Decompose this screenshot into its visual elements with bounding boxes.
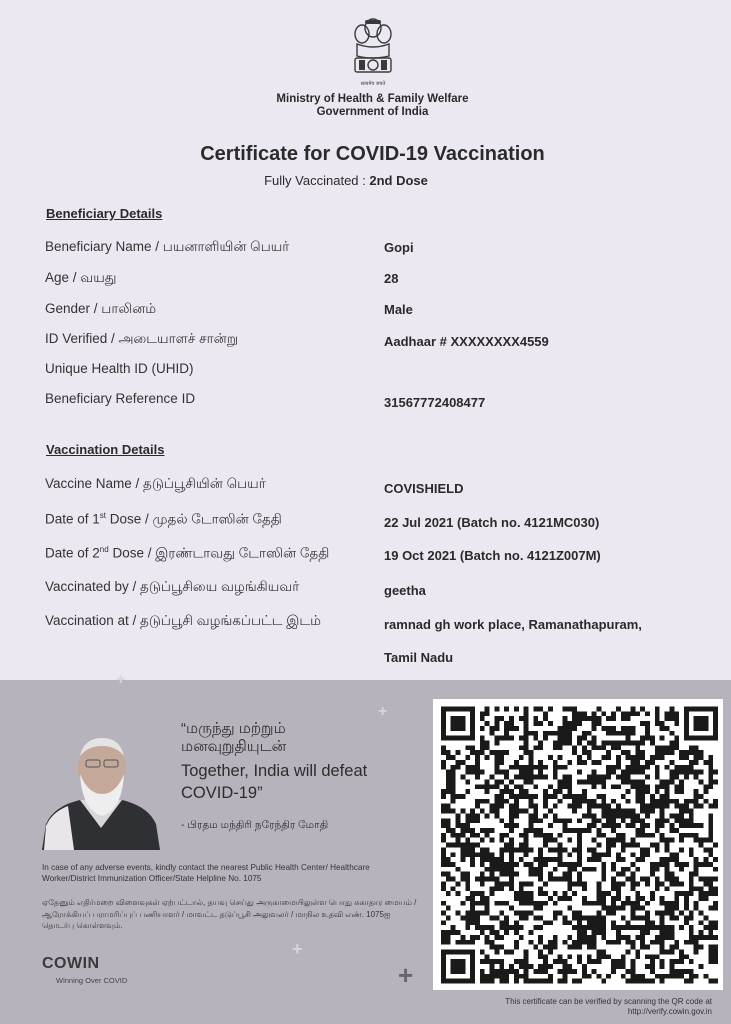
dose2-date-value: 19 Oct 2021 (Batch no. 4121Z007M): [384, 548, 601, 563]
vaccine-name-label: Vaccine Name / தடுப்பூசியின் பெயர்: [45, 476, 266, 491]
beneficiary-heading: Beneficiary Details: [46, 206, 163, 221]
status-value: 2nd Dose: [369, 173, 428, 188]
uhid-label: Unique Health ID (UHID): [45, 361, 194, 376]
cowin-tagline: Winning Over COVID: [56, 976, 128, 985]
dose1-date-value: 22 Jul 2021 (Batch no. 4121MC030): [384, 515, 600, 530]
helpline-tamil: ஏதேனும் எதிர்மறை விளைவுகள் ஏற்பட்டால், தயவு செய்து அருகாமையிலுள்ள பொது சுகாதார மையம் / ஆரோக்கியப் பராமரிப்புப் பணியாளர் / மாவட்ட தடுப்பூசி அலுவலர் / மாநில உதவி எண். 1075ஐ தொடர்பு கொள்ளவும்.: [42, 898, 417, 930]
portrait-image: [40, 728, 162, 850]
age-value: 28: [384, 271, 399, 286]
cowin-logo: COWIN: [42, 955, 100, 972]
id-verified-value: Aadhaar # XXXXXXXX4559: [384, 334, 549, 349]
quote-english: Together, India will defeat COVID-19”: [181, 762, 368, 802]
verification-note: This certificate can be verified by scanning the QR code at http://verify.cowin.gov.in: [505, 997, 712, 1016]
beneficiary-name-value: Gopi: [384, 240, 414, 255]
reference-id-label: Beneficiary Reference ID: [45, 391, 196, 406]
dose1-date-label: Date of 1st Dose / முதல் டோஸின் தேதி: [45, 511, 282, 527]
gender-label: Gender / பாலினம்: [45, 301, 157, 316]
ministry-name: Ministry of Health & Family Welfare: [276, 93, 469, 105]
vaccinated-by-label: Vaccinated by / தடுப்பூசியை வழங்கியவர்: [45, 579, 300, 594]
national-emblem-icon: [349, 14, 397, 90]
status-label: Fully Vaccinated :: [264, 173, 366, 188]
reference-id-value: 31567772408477: [384, 395, 486, 410]
beneficiary-name-label: Beneficiary Name / பயனாளியின் பெயர்: [45, 239, 290, 254]
certificate-title: Certificate for COVID-19 Vaccination: [200, 143, 545, 165]
dose2-date-label: Date of 2nd Dose / இரண்டாவது டோஸின் தேதி: [45, 545, 330, 561]
vaccination-heading: Vaccination Details: [46, 442, 165, 457]
plus-decoration-icon: +: [292, 939, 303, 959]
vaccinated-at-value-line1: ramnad gh work place, Ramanathapuram,: [384, 617, 642, 632]
helpline-english: In case of any adverse events, kindly contact the nearest Public Health Center/ Healthcare Worker/District Immunization Officer/State Helpline No. 1075: [42, 863, 370, 883]
quote-tamil: “மருந்து மற்றும் மனவுறுதியுடன்: [181, 720, 287, 755]
vaccination-status: [0, 173, 692, 188]
government-name: Government of India: [316, 106, 429, 118]
gender-value: Male: [384, 302, 413, 317]
plus-decoration-icon: +: [398, 960, 414, 990]
quote-attribution: - பிரதம மந்திரி நரேந்திர மோதி: [181, 819, 329, 831]
vaccinated-at-label: Vaccination at / தடுப்பூசி வழங்கப்பட்ட இடம்: [45, 613, 321, 628]
plus-decoration-icon: +: [116, 671, 126, 688]
vaccine-name-value: COVISHIELD: [384, 481, 464, 496]
age-label: Age / வயது: [45, 270, 117, 285]
emblem-motto: सत्यमेव जयते: [360, 81, 386, 87]
qr-code[interactable]: [441, 706, 718, 984]
vaccinated-at-value-line2: Tamil Nadu: [384, 650, 454, 665]
id-verified-label: ID Verified / அடையாளச் சான்று: [45, 331, 238, 346]
plus-decoration-icon: +: [378, 703, 388, 720]
vaccinated-by-value: geetha: [384, 583, 426, 598]
